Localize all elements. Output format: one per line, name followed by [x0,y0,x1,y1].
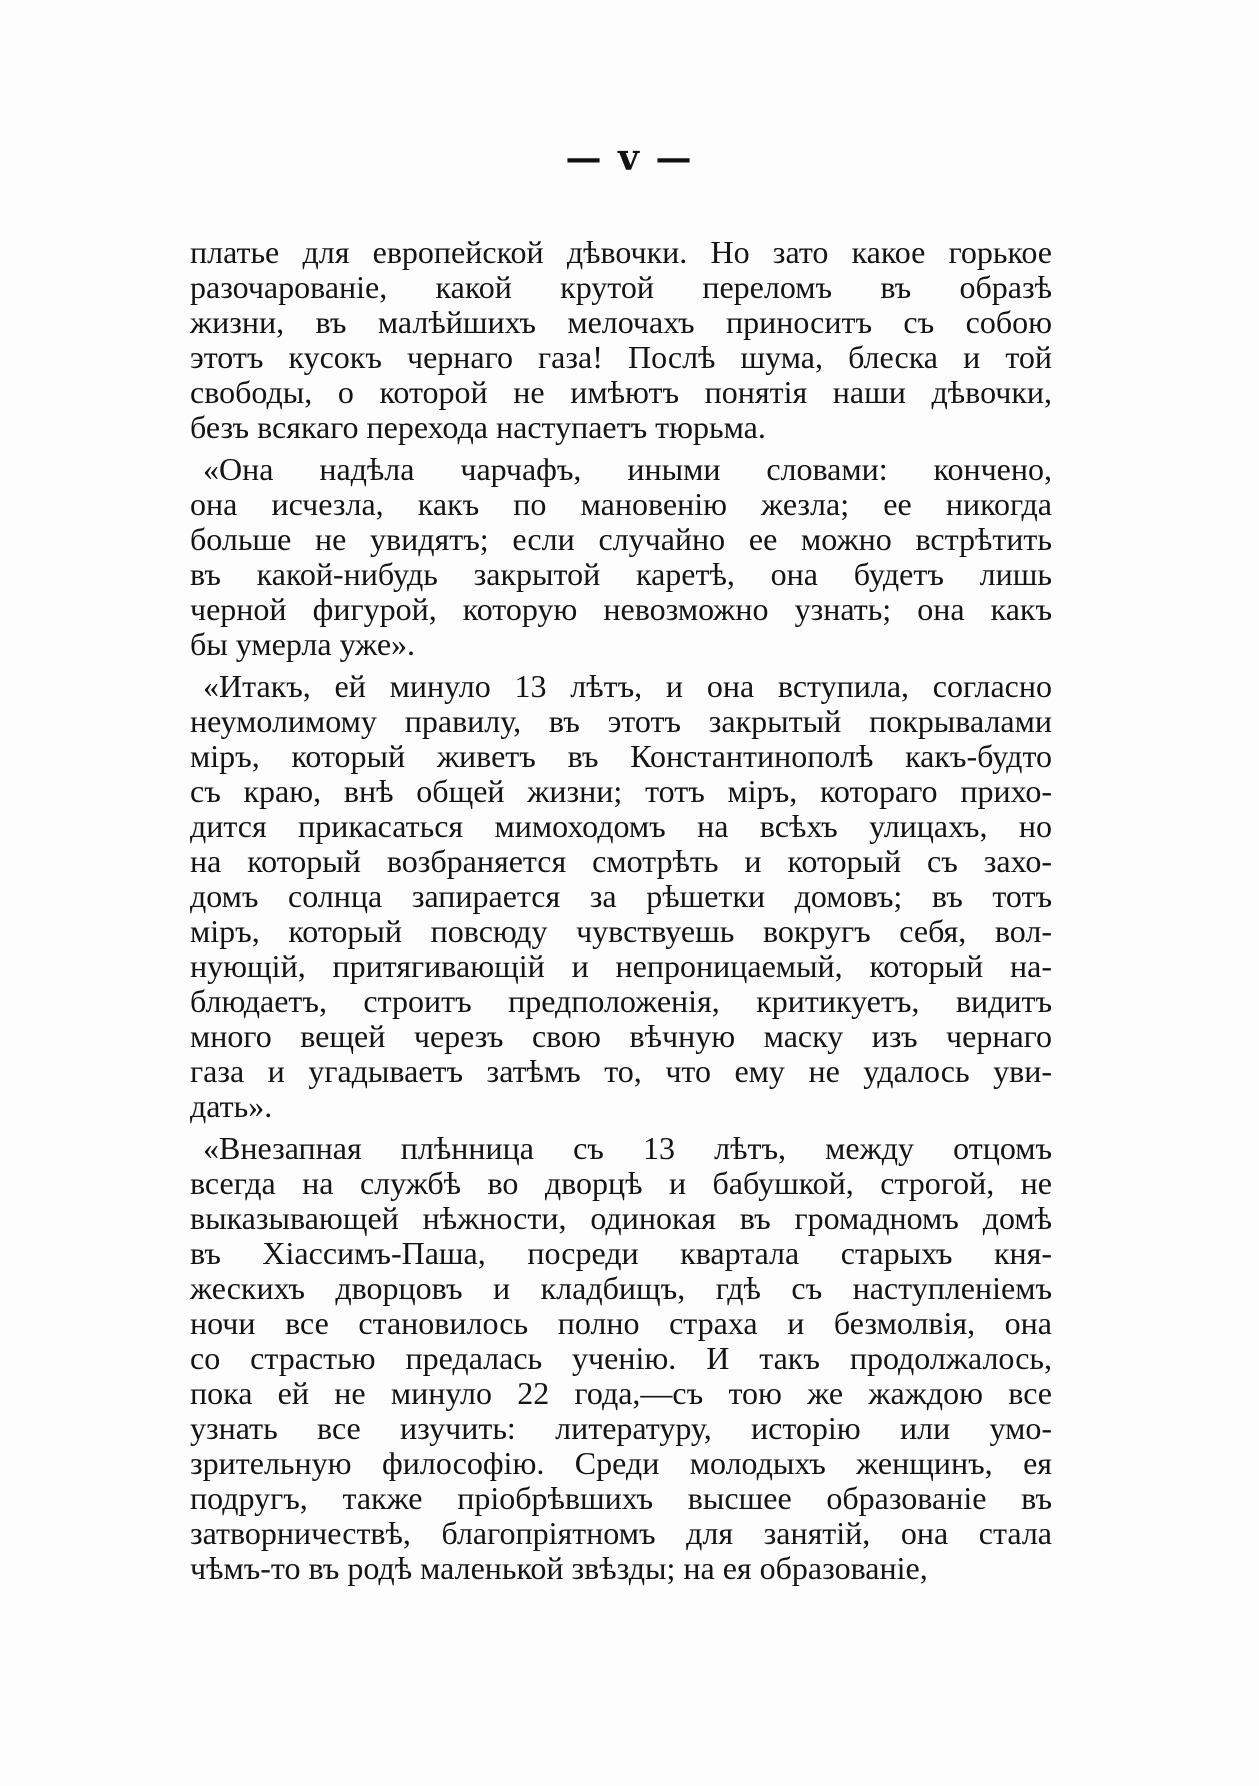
text-line: всегда на службѣ во дворцѣ и бабушкой, строгой, не [190,1165,1052,1201]
text-line: газа и угадываетъ затѣмъ то, что ему не удалось уви- [190,1053,1052,1089]
paragraph [190,235,1052,445]
text-line: ночи все становилось полно страха и безмолвія, она [190,1305,1052,1341]
text-line: нующій, притягивающій и непроницаемый, который на- [190,948,1052,984]
text-line: свободы, о которой не имѣютъ понятія наши дѣвочки, [190,374,1052,410]
text-line: на который возбраняется смотрѣть и который съ захо- [190,843,1052,879]
text-line: жескихъ дворцовъ и кладбищъ, гдѣ съ наступленіемъ [190,1270,1052,1306]
text-line: міръ, который живетъ въ Константинополѣ какъ-будто [190,738,1052,774]
text-line: безъ всякаго перехода наступаетъ тюрьма. [190,409,766,445]
text-line: дится прикасаться мимоходомъ на всѣхъ улицахъ, но [190,808,1052,844]
text-line: узнать все изучить: литературу, исторію или умо- [190,1410,1052,1446]
text-line: съ краю, внѣ общей жизни; тотъ міръ, котораго прихо- [190,773,1052,809]
text-line: зрительную философію. Среди молодыхъ женщинъ, ея [190,1445,1052,1481]
text-line: чѣмъ-то въ родѣ маленькой звѣзды; на ея образованіе, [190,1550,928,1586]
body-text [190,235,1052,1593]
paragraph [190,452,1052,662]
page-number: — ⅴ — [565,137,694,179]
text-line: черной фигурой, которую невозможно узнать; она какъ [190,591,1052,627]
text-line: жизни, въ малѣйшихъ мелочахъ приноситъ съ собою [190,304,1052,340]
text-line: «Внезапная плѣнница съ 13 лѣтъ, между отцомъ [203,1130,1052,1166]
text-line: «Итакъ, ей минуло 13 лѣтъ, и она вступила, согласно [203,668,1052,704]
text-line: много вещей черезъ свою вѣчную маску изъ чернаго [190,1018,1052,1054]
text-line: неумолимому правилу, въ этотъ закрытый покрывалами [190,703,1052,739]
text-line: въ какой-нибудь закрытой каретѣ, она будетъ лишь [190,556,1052,592]
text-line: въ Хіассимъ-Паша, посреди квартала старыхъ кня- [190,1235,1052,1271]
text-line: міръ, который повсюду чувствуешь вокругъ себя, вол- [190,913,1052,949]
text-line: она исчезла, какъ по мановенію жезла; ее никогда [190,486,1052,522]
paragraph [190,669,1052,1124]
text-line: разочарованіе, какой крутой переломъ въ образѣ [190,269,1052,305]
text-line: подругъ, также пріобрѣвшихъ высшее образованіе въ [190,1480,1052,1516]
text-line: этотъ кусокъ чернаго газа! Послѣ шума, блеска и той [190,339,1052,375]
text-line: выказывающей нѣжности, одинокая въ громадномъ домѣ [190,1200,1052,1236]
text-line: «Она надѣла чарчафъ, иными словами: кончено, [203,451,1052,487]
text-line: блюдаетъ, строитъ предположенія, критикуетъ, видитъ [190,983,1052,1019]
text-line: дать». [190,1088,273,1124]
text-line: бы умерла уже». [190,626,416,662]
text-line: домъ солнца запирается за рѣшетки домовъ; въ тотъ [190,878,1052,914]
text-line: затворничествѣ, благопріятномъ для занятій, она стала [190,1515,1052,1551]
text-line: пока ей не минуло 22 года,—съ тою же жаждою все [190,1375,1052,1411]
paragraph [190,1131,1052,1586]
text-line: больше не увидятъ; если случайно ее можно встрѣтить [190,521,1052,557]
text-line: со страстью предалась ученію. И такъ продолжалось, [190,1340,1052,1376]
text-line: платье для европейской дѣвочки. Но зато какое горькое [190,234,1052,270]
